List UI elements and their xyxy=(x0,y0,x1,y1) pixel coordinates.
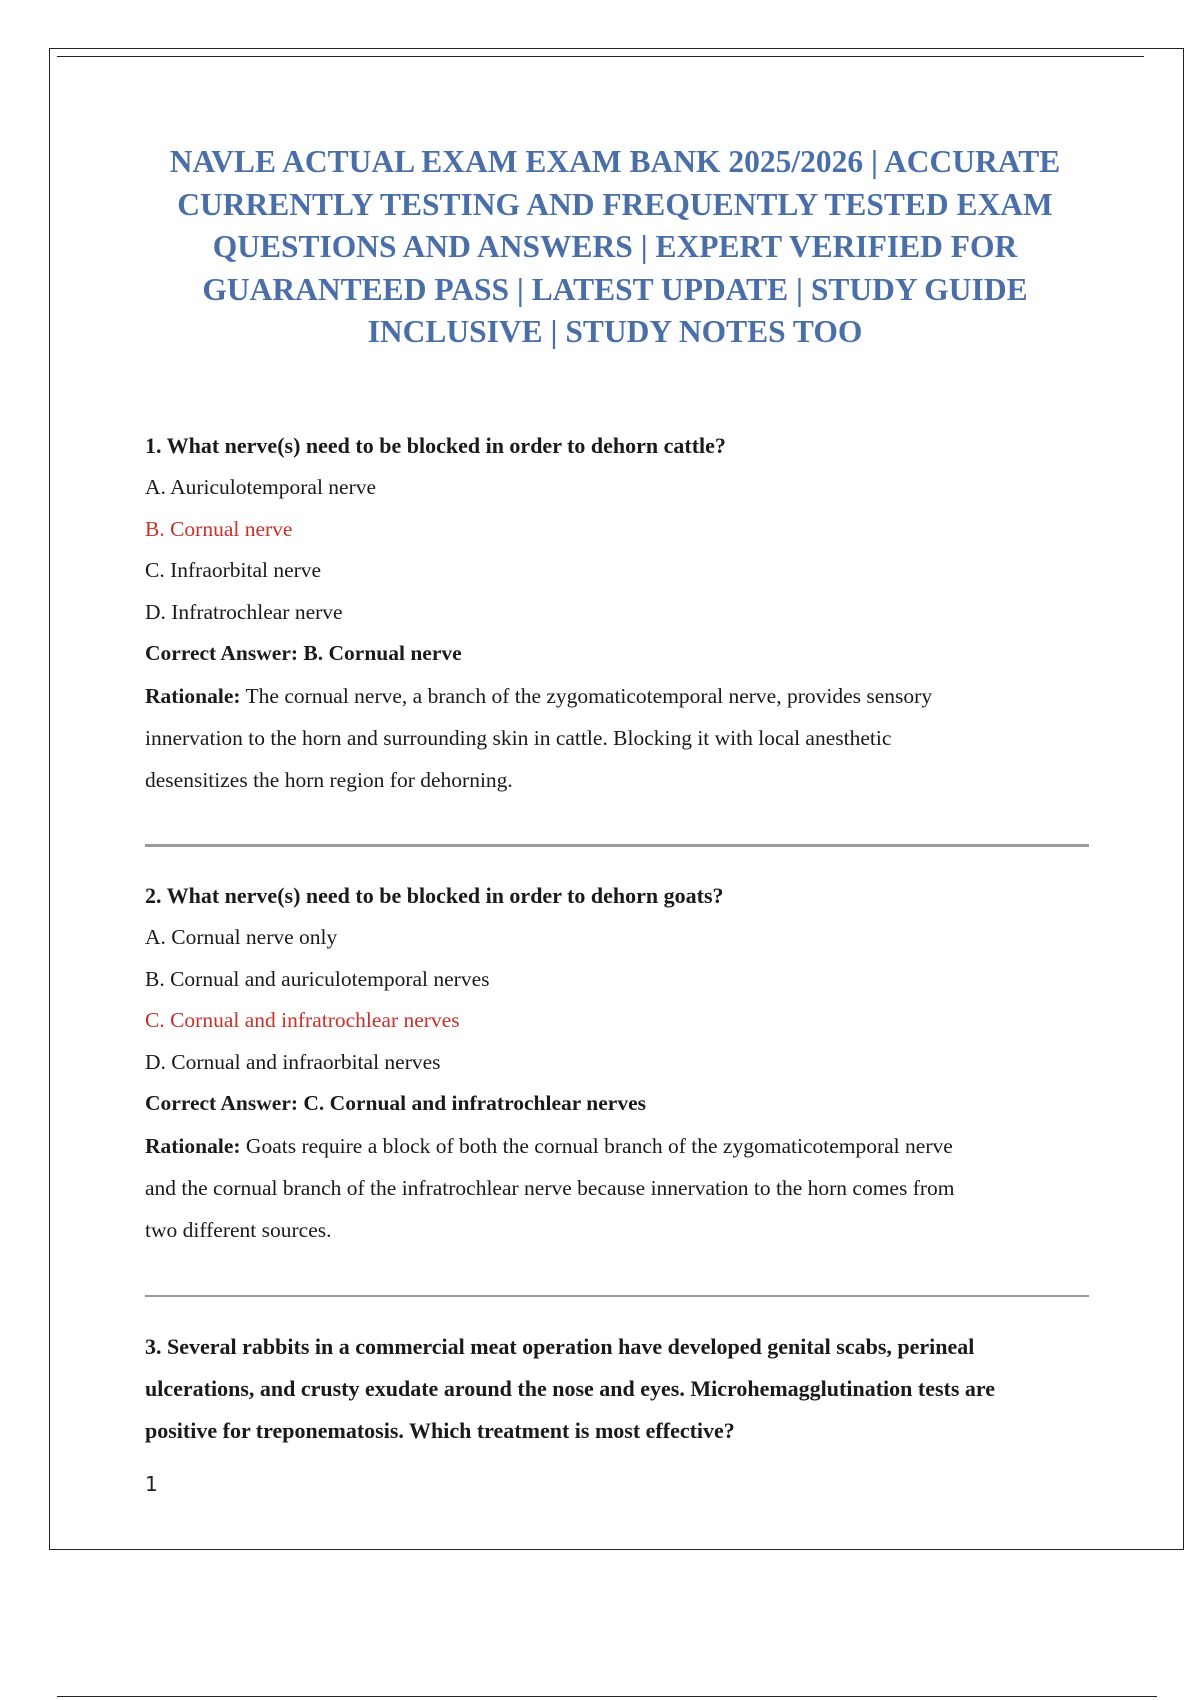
document-title xyxy=(60,141,1170,354)
rationale-text: Goats require a block of both the cornual branch of the zygomaticotemporal nerve xyxy=(240,1133,953,1158)
question-2 xyxy=(145,875,1100,1251)
section-divider xyxy=(145,844,1089,847)
rationale xyxy=(145,1125,1100,1167)
question-stem: 1. What nerve(s) need to be blocked in order to dehorn cattle? xyxy=(145,433,726,458)
option-b: B. Cornual and auriculotemporal nerves xyxy=(145,966,490,991)
rationale-text: two different sources. xyxy=(145,1217,332,1242)
rationale-label: Rationale: xyxy=(145,1133,241,1158)
question-3 xyxy=(145,1326,1100,1452)
rationale-text: The cornual nerve, a branch of the zygomaticotemporal nerve, provides sensory xyxy=(240,683,933,708)
title-line: GUARANTEED PASS | LATEST UPDATE | STUDY GUIDE xyxy=(202,271,1028,307)
question-stem: 2. What nerve(s) need to be blocked in order to dehorn goats? xyxy=(145,883,724,908)
title-line: NAVLE ACTUAL EXAM EXAM BANK 2025/2026 | ACCURATE xyxy=(169,144,1061,179)
rationale-label: Rationale: xyxy=(145,683,241,708)
question-1 xyxy=(145,425,1100,801)
rationale xyxy=(145,675,1100,717)
option-a: A. Auriculotemporal nerve xyxy=(145,475,377,499)
rationale-text: desensitizes the horn region for dehorning. xyxy=(145,767,513,792)
section-divider xyxy=(145,1295,1089,1297)
title-line: INCLUSIVE | STUDY NOTES TOO xyxy=(367,314,863,349)
page-number: 1 xyxy=(145,1472,158,1496)
option-d: D. Infratrochlear nerve xyxy=(145,599,343,624)
correct-answer: Correct Answer: B. Cornual nerve xyxy=(145,641,462,665)
option-a: A. Cornual nerve only xyxy=(145,925,338,949)
rationale-text: innervation to the horn and surrounding skin in cattle. Blocking it with local anesthetic xyxy=(145,725,892,750)
title-line: QUESTIONS AND ANSWERS | EXPERT VERIFIED FOR xyxy=(212,229,1018,264)
title-line: CURRENTLY TESTING AND FREQUENTLY TESTED EXAM xyxy=(177,186,1053,222)
bottom-rule xyxy=(57,1696,1157,1697)
correct-answer: Correct Answer: C. Cornual and infratrochlear nerves xyxy=(145,1091,646,1115)
option-b-correct: B. Cornual nerve xyxy=(145,516,293,541)
option-c-correct: C. Cornual and infratrochlear nerves xyxy=(145,1008,460,1032)
question-stem: 3. Several rabbits in a commercial meat operation have developed genital scabs, perineal xyxy=(145,1334,975,1359)
question-stem: positive for treponematosis. Which treatment is most effective? xyxy=(145,1418,735,1443)
rationale-text: and the cornual branch of the infratrochlear nerve because innervation to the horn comes from xyxy=(145,1175,955,1200)
option-d: D. Cornual and infraorbital nerves xyxy=(145,1049,441,1074)
top-rule xyxy=(57,56,1144,57)
option-c: C. Infraorbital nerve xyxy=(145,558,322,582)
question-stem: ulcerations, and crusty exudate around the nose and eyes. Microhemagglutination tests are xyxy=(145,1376,996,1401)
